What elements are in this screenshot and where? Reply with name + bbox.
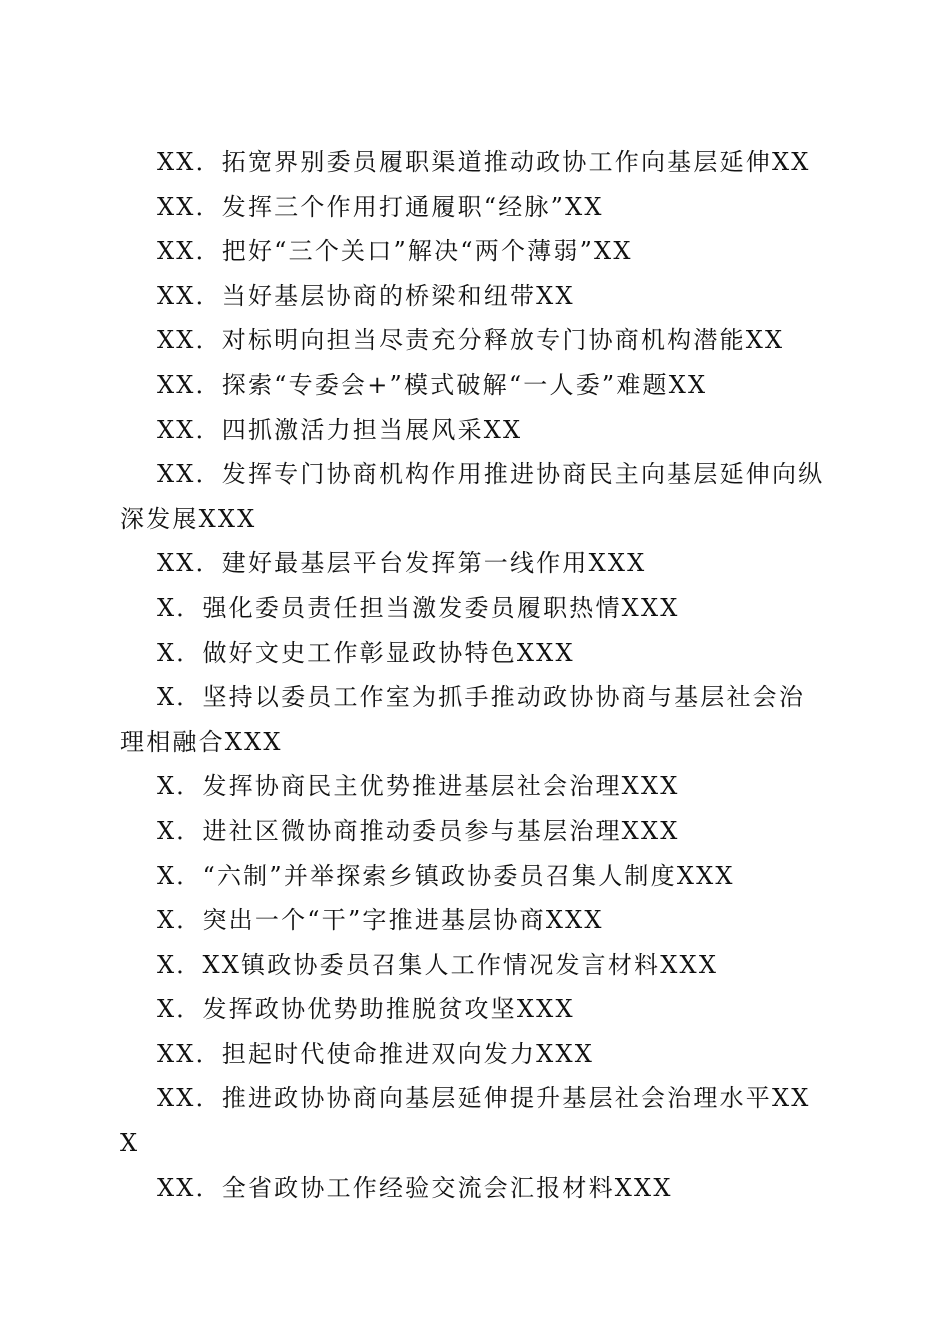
list-item: X．做好文史工作彰显政协特色XXX: [157, 638, 575, 667]
list-item: XX．担起时代使命推进双向发力XXX: [157, 1039, 595, 1068]
list-item: XX．拓宽界别委员履职渠道推动政协工作向基层延伸XX: [157, 148, 811, 176]
list-item: XX．对标明向担当尽责充分释放专门协商机构潜能XX: [157, 326, 785, 355]
list-item: XX．建好最基层平台发挥第一线作用XXX: [157, 549, 647, 578]
list-item: X．坚持以委员工作室为抓手推动政协协商与基层社会治理相融合XXX: [120, 683, 806, 756]
list-item: X．XX镇政协委员召集人工作情况发言材料XXX: [157, 950, 719, 979]
list-item: X．进社区微协商推动委员参与基层治理XXX: [157, 816, 680, 845]
list-item: XX．当好基层协商的桥梁和纽带XX: [157, 281, 575, 310]
list-item: X．突出一个“干”字推进基层协商XXX: [157, 906, 604, 935]
list-item: XX．全省政协工作经验交流会汇报材料XXX: [157, 1173, 673, 1202]
list-item: XX．推进政协协商向基层延伸提升基层社会治理水平XXX: [120, 1084, 811, 1158]
list-item: X．强化委员责任担当激发委员履职热情XXX: [157, 593, 680, 622]
list-item: XX．发挥三个作用打通履职“经脉”XX: [157, 192, 604, 221]
list-item: XX．探索“专委会+”模式破解“一人委”难题XX: [157, 370, 708, 399]
list-item: X．发挥协商民主优势推进基层社会治理XXX: [157, 772, 680, 801]
list-item: XX．把好“三个关口”解决“两个薄弱”XX: [157, 237, 633, 266]
table-of-contents: [120, 140, 825, 1210]
list-item: X．“六制”并举探索乡镇政协委员召集人制度XXX: [157, 861, 735, 890]
list-item: XX．发挥专门协商机构作用推进协商民主向基层延伸向纵深发展XXX: [120, 460, 825, 533]
list-item: XX．四抓激活力担当展风采XX: [157, 415, 523, 444]
list-item: X．发挥政协优势助推脱贫攻坚XXX: [157, 995, 575, 1024]
